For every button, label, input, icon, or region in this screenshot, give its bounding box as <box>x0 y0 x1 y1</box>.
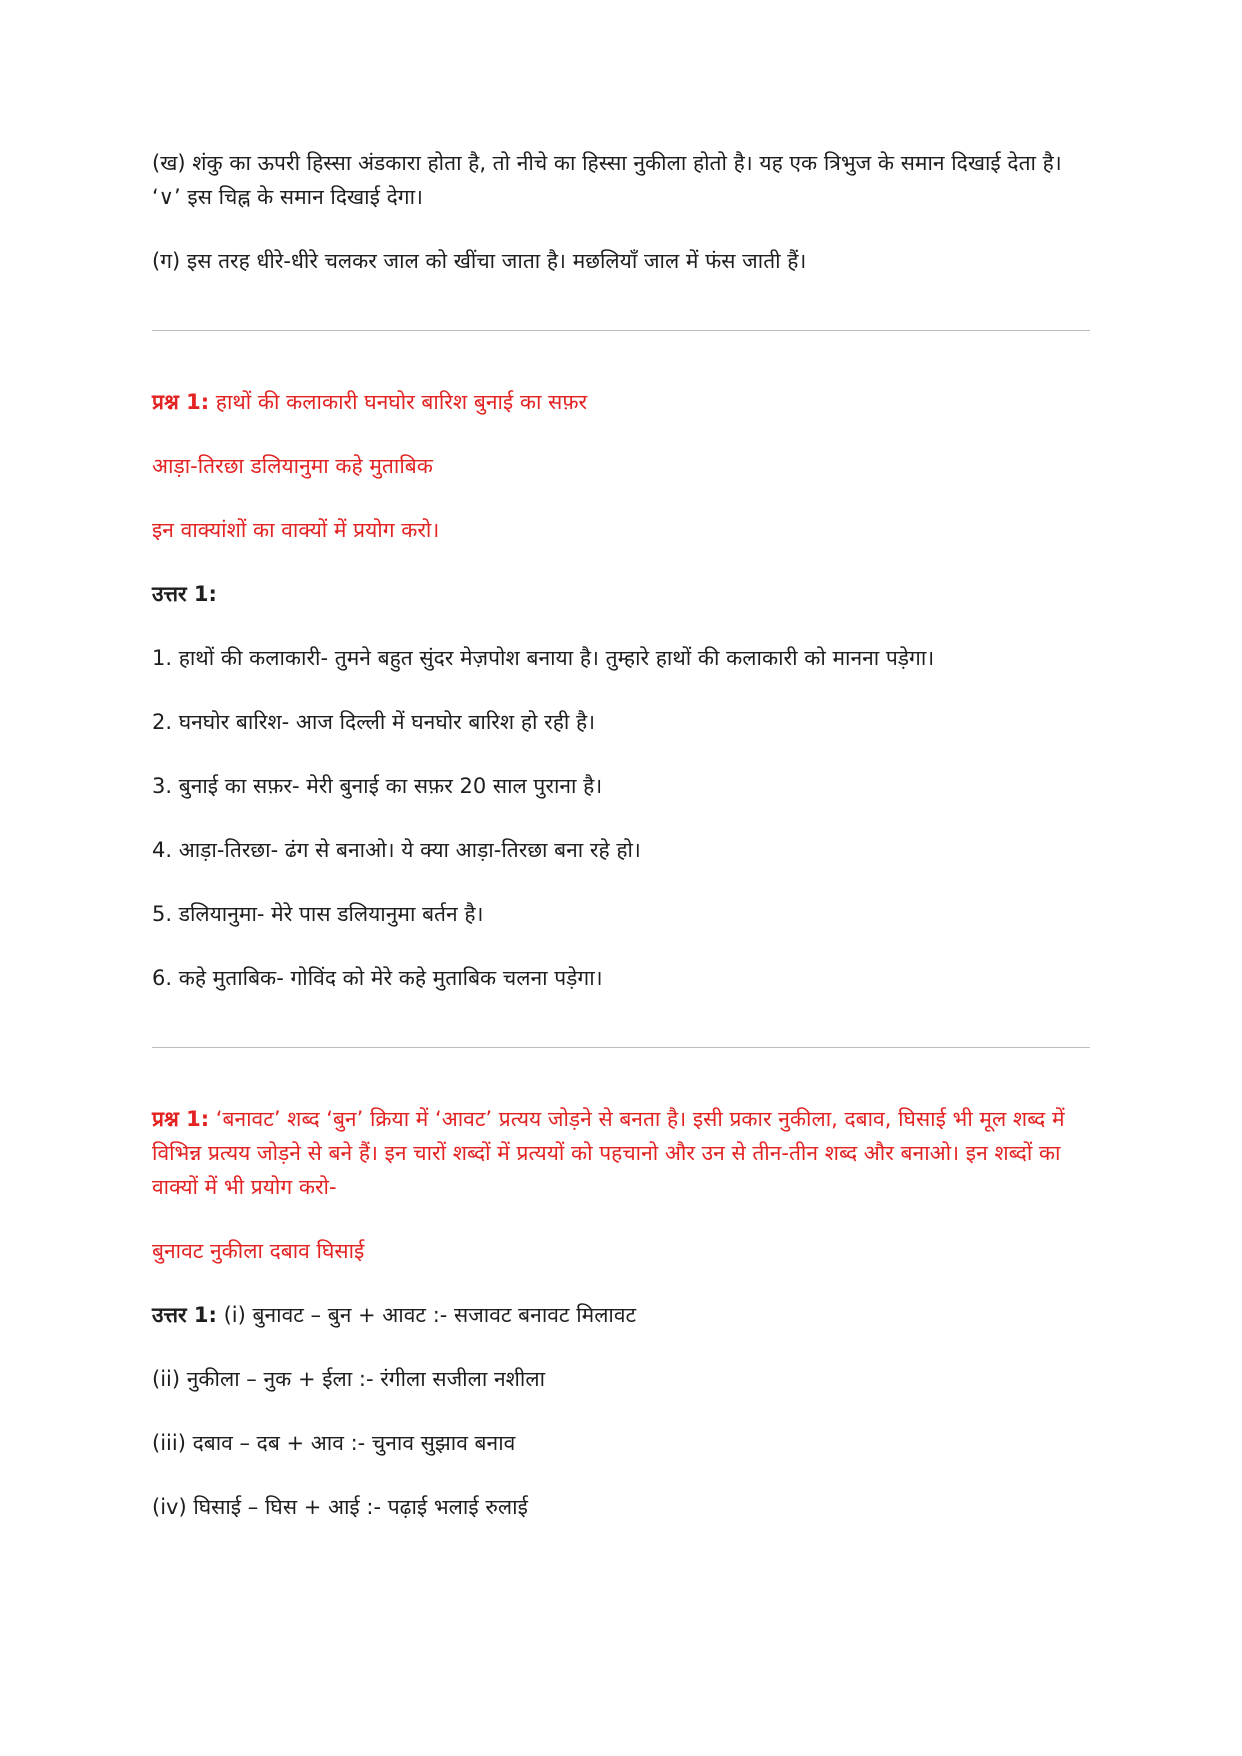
answer-1-item: 4. आड़ा-तिरछा- ढंग से बनाओ। ये क्या आड़ा-तिरछा बना रहे हो। <box>152 838 641 862</box>
question-1-label: प्रश्न 1: <box>152 390 210 414</box>
answer-1-item: 2. घनघोर बारिश- आज दिल्ली में घनघोर बारिश हो रही है। <box>152 710 596 734</box>
answer-1-item: 1. हाथों की कलाकारी- तुमने बहुत सुंदर मेज़पोश बनाया है। तुम्हारे हाथों की कलाकारी को मानना पड़ेगा। <box>152 646 935 670</box>
question-2-text-block <box>152 1102 1092 1204</box>
divider-2 <box>152 1047 1090 1048</box>
question-1-line-1 <box>152 385 1092 419</box>
question-2-label: प्रश्न 1: <box>152 1107 210 1131</box>
question-1-line-3: इन वाक्यांशों का वाक्यों में प्रयोग करो। <box>152 518 440 542</box>
answer-1-label: उत्तर 1: <box>152 582 217 606</box>
answer-2-item: (ii) नुकीला – नुक + ईला :- रंगीला सजीला नशीला <box>152 1367 546 1391</box>
document-page <box>152 146 1092 1554</box>
answer-2-list <box>152 1362 1092 1524</box>
question-1-block <box>152 385 1092 995</box>
paragraph-kha: (ख) शंकु का ऊपरी हिस्सा अंडकारा होता है, तो नीचे का हिस्सा नुकीला होतो है। यह एक त्रिभुज के समान दिखाई देता है। ‘∨’ इस चिह्न के समान दिखाई देगा। <box>152 151 1062 209</box>
answer-1-list <box>152 641 1092 995</box>
answer-2-item: (iv) घिसाई – घिस + आई :- पढ़ाई भलाई रुलाई <box>152 1495 528 1519</box>
answer-2-item: (iii) दबाव – दब + आव :- चुनाव सुझाव बनाव <box>152 1431 516 1455</box>
answer-1-item: 5. डलियानुमा- मेरे पास डलियानुमा बर्तन है। <box>152 902 484 926</box>
answer-2-first <box>152 1298 1092 1332</box>
answer-1-item: 3. बुनाई का सफ़र- मेरी बुनाई का सफ़र 20 साल पुराना है। <box>152 774 603 798</box>
answer-2-label: उत्तर 1: <box>152 1303 217 1327</box>
question-2-block <box>152 1102 1092 1524</box>
question-1-line-2: आड़ा-तिरछा डलियानुमा कहे मुताबिक <box>152 454 433 478</box>
question-2-words: बुनावट नुकीला दबाव घिसाई <box>152 1239 365 1263</box>
question-2-text: ‘बनावट’ शब्द ‘बुन’ क्रिया में ‘आवट’ प्रत्यय जोड़ने से बनता है। इसी प्रकार नुकीला, दबाव, घिसाई भी मूल शब्द में विभिन्न प्रत्यय जोड़ने से बने हैं। इन चारों शब्दों में प्रत्ययों को पहचानो और उन से तीन-तीन शब्द और बनाओ। इन शब्दों का वाक्यों में भी प्रयोग करो- <box>152 1107 1065 1199</box>
paragraph-ga: (ग) इस तरह धीरे-धीरे चलकर जाल को खींचा जाता है। मछलियाँ जाल में फंस जाती हैं। <box>152 249 807 273</box>
divider-1 <box>152 330 1090 331</box>
answer-2-first-text: (i) बुनावट – बुन + आवट :- सजावट बनावट मिलावट <box>216 1303 637 1327</box>
answer-1-item: 6. कहे मुताबिक- गोविंद को मेरे कहे मुताबिक चलना पड़ेगा। <box>152 966 603 990</box>
question-1-text: हाथों की कलाकारी घनघोर बारिश बुनाई का सफ़र <box>209 390 588 414</box>
